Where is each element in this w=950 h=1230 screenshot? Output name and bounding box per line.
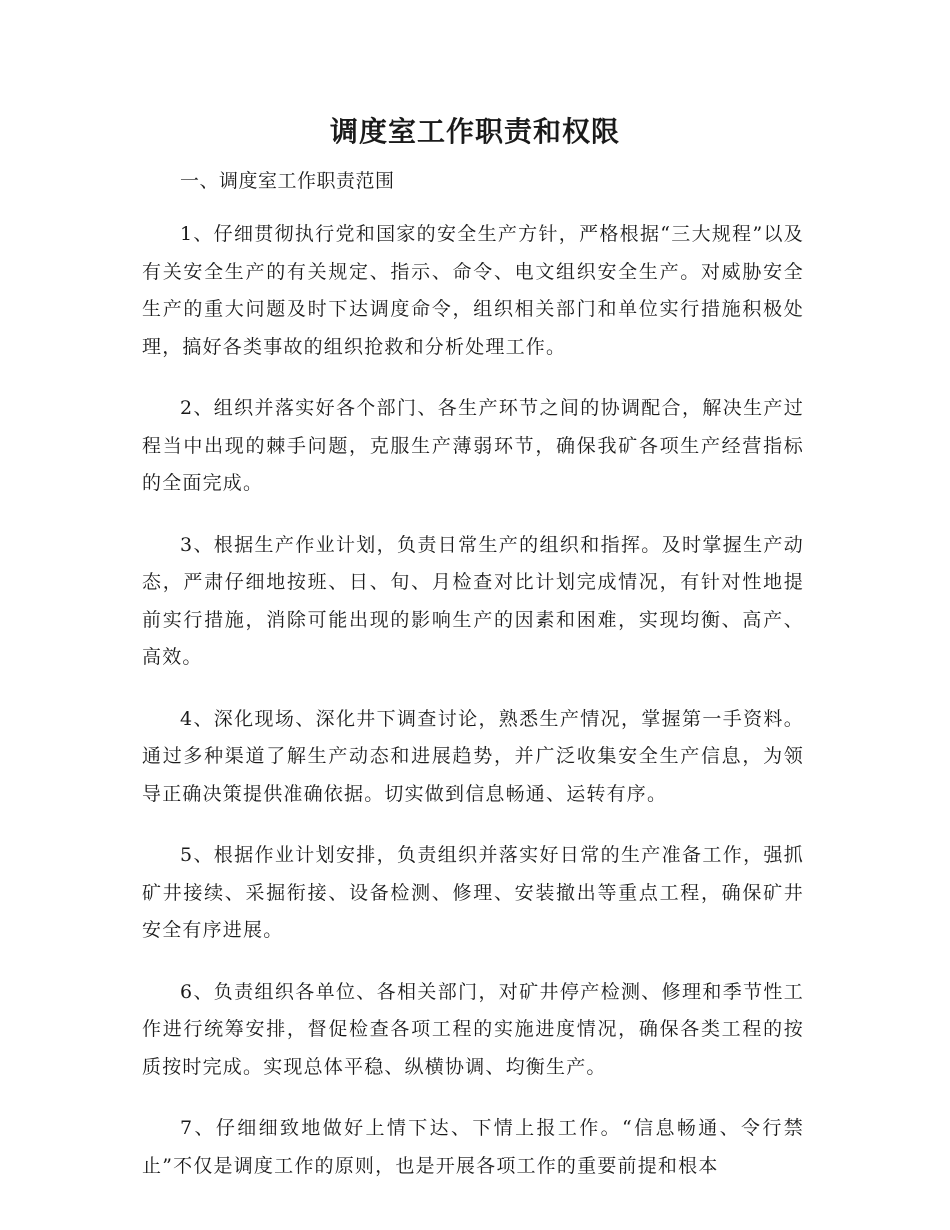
section-heading: 一、调度室工作职责范围 [180, 170, 395, 192]
paragraph-2: 2、组织并落实好各个部门、各生产环节之间的协调配合，解决生产过程当中出现的棘手问题，克服生产薄弱环节，确保我矿各项生产经营指标的全面完成。 [142, 397, 804, 494]
paragraph-1: 1、仔细贯彻执行党和国家的安全生产方针，严格根据“三大规程”以及有关安全生产的有关规定、指示、命令、电文组织安全生产。对威胁安全生产的重大问题及时下达调度命令，组织相关部门和单位实行措施积极处理，搞好各类事故的组织抢救和分析处理工作。 [142, 223, 804, 358]
paragraph-4: 4、深化现场、深化井下调查讨论，熟悉生产情况，掌握第一手资料。通过多种渠道了解生产动态和进展趋势，并广泛收集安全生产信息，为领导正确决策提供准确依据。切实做到信息畅通、运转有序。 [142, 707, 804, 805]
paragraph-7: 7、仔细细致地做好上情下达、下情上报工作。“信息畅通、令行禁止”不仅是调度工作的原则，也是开展各项工作的重要前提和根本 [142, 1117, 804, 1177]
document-title: 调度室工作职责和权限 [329, 115, 620, 148]
paragraph-5: 5、根据作业计划安排，负责组织并落实好日常的生产准备工作，强抓矿井接续、采掘衔接、设备检测、修理、安装撤出等重点工程，确保矿井安全有序进展。 [142, 844, 804, 941]
paragraph-6: 6、负责组织各单位、各相关部门，对矿井停产检测、修理和季节性工作进行统筹安排，督促检查各项工程的实施进度情况，确保各类工程的按质按时完成。实现总体平稳、纵横协调、均衡生产。 [142, 980, 804, 1078]
paragraph-3: 3、根据生产作业计划，负责日常生产的组织和指挥。及时掌握生产动态，严肃仔细地按班、日、旬、月检查对比计划完成情况，有针对性地提前实行措施，消除可能出现的影响生产的因素和困难，实现均衡、高产、高效。 [142, 533, 804, 668]
document-body [142, 216, 804, 1209]
